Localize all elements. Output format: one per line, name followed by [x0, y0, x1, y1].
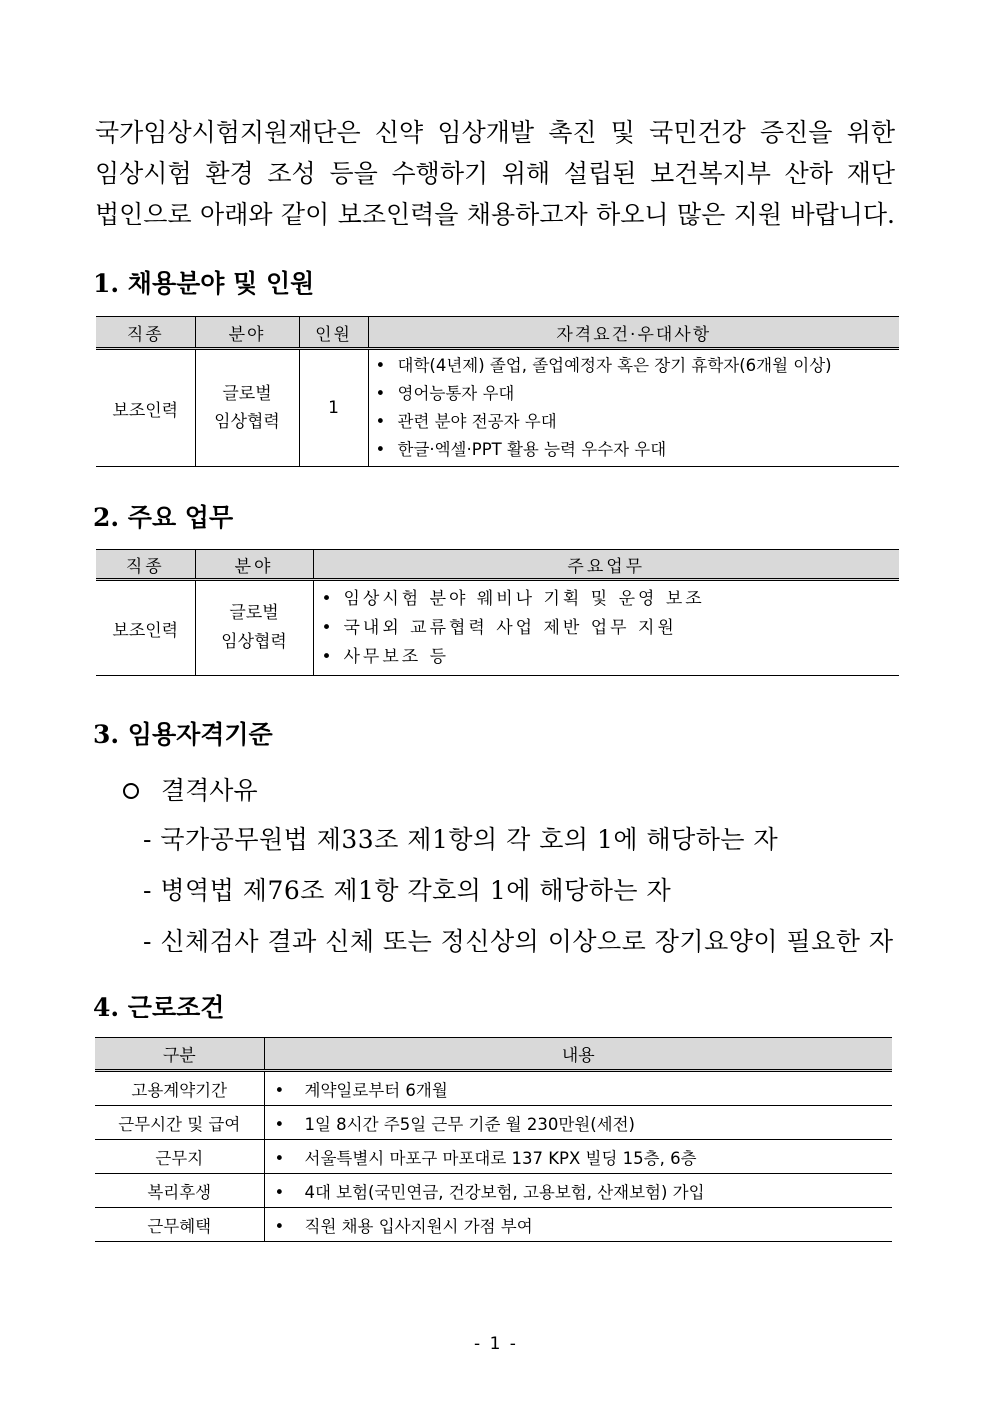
bullet-icon: • [321, 617, 335, 638]
field-cell [195, 580, 313, 676]
section4-heading: 4. 근로조건 [93, 993, 225, 1022]
bullet-icon: • [274, 1148, 285, 1168]
table-row [95, 1106, 892, 1140]
header-field: 분야 [195, 317, 299, 349]
list-item: • 한글·엑셀·PPT 활용 능력 우수자 우대 [376, 436, 900, 464]
intro-paragraph [95, 112, 895, 235]
condition-value: • 4대 보험(국민연금, 건강보험, 고용보험, 산재보험) 가입 [264, 1174, 892, 1208]
list-item: • 국내외 교류협력 사업 제반 업무 지원 [322, 614, 900, 643]
field-line: 임상협력 [221, 632, 287, 652]
condition-value: • 계약일로부터 6개월 [264, 1071, 892, 1106]
list-item: • 대학(4년제) 졸업, 졸업예정자 혹은 장기 휴학자(6개월 이상) [376, 352, 900, 380]
bullet-icon: • [375, 384, 386, 403]
table-header-row [96, 550, 899, 580]
job-cell: 보조인력 [96, 580, 195, 676]
field-cell [195, 349, 299, 467]
table-header-row [96, 317, 899, 349]
header-count: 인원 [299, 317, 368, 349]
table-row [95, 1071, 892, 1106]
recruitment-table [96, 316, 899, 467]
table-row [96, 580, 899, 676]
header-category: 구분 [95, 1038, 264, 1071]
criteria-item: - 병역법 제76조 제1항 각호의 1에 해당하는 자 [143, 876, 672, 905]
intro-line: 임상시험 환경 조성 등을 수행하기 위해 설립된 보건복지부 산하 재단 [95, 159, 895, 188]
table-row [96, 349, 899, 467]
condition-label: 고용계약기간 [95, 1071, 264, 1106]
bullet-icon: • [321, 646, 335, 667]
bullet-icon: • [321, 588, 335, 609]
table-row [95, 1140, 892, 1174]
header-job: 직종 [96, 317, 195, 349]
section2-heading: 2. 주요 업무 [93, 503, 234, 532]
list-item: • 사무보조 등 [322, 643, 900, 672]
page-number: - 1 - [474, 1334, 518, 1354]
circle-bullet-icon [123, 783, 139, 799]
list-item: • 관련 분야 전공자 우대 [376, 408, 900, 436]
header-requirements: 자격요건·우대사항 [368, 317, 899, 349]
job-cell: 보조인력 [96, 349, 195, 467]
condition-value: • 1일 8시간 주5일 근무 기준 월 230만원(세전) [264, 1106, 892, 1140]
duties-cell [313, 580, 899, 676]
conditions-table [95, 1037, 892, 1242]
bullet-icon: • [375, 412, 386, 431]
condition-value: • 직원 채용 입사지원시 가점 부여 [264, 1208, 892, 1242]
intro-line: 국가임상시험지원재단은 신약 임상개발 촉진 및 국민건강 증진을 위한 [95, 118, 895, 147]
table-row [95, 1174, 892, 1208]
bullet-icon: • [274, 1182, 285, 1202]
field-line: 임상협력 [214, 412, 280, 432]
duties-table [96, 549, 899, 676]
header-duties: 주요업무 [313, 550, 899, 580]
header-content: 내용 [264, 1038, 892, 1071]
condition-label: 근무시간 및 급여 [95, 1106, 264, 1140]
intro-line: 법인으로 아래와 같이 보조인력을 채용하고자 하오니 많은 지원 바랍니다. [95, 200, 895, 229]
criteria-item: - 국가공무원법 제33조 제1항의 각 호의 1에 해당하는 자 [143, 825, 779, 854]
criteria-item: - 신체검사 결과 신체 또는 정신상의 이상으로 장기요양이 필요한 자 [143, 927, 894, 956]
table-header-row [95, 1038, 892, 1071]
bullet-icon: • [274, 1114, 285, 1134]
header-job: 직종 [96, 550, 195, 580]
disqualification-subheading: 결격사유 [123, 771, 258, 807]
bullet-icon: • [375, 356, 386, 375]
condition-label: 근무지 [95, 1140, 264, 1174]
list-item: • 임상시험 분야 웨비나 기획 및 운영 보조 [322, 585, 900, 614]
bullet-icon: • [274, 1216, 285, 1236]
section1-heading: 1. 채용분야 및 인원 [93, 269, 315, 298]
bullet-icon: • [375, 440, 386, 459]
field-line: 글로벌 [229, 603, 279, 623]
bullet-icon: • [274, 1080, 285, 1100]
header-field: 분야 [195, 550, 313, 580]
condition-value: • 서울특별시 마포구 마포대로 137 KPX 빌딩 15층, 6층 [264, 1140, 892, 1174]
requirements-cell [368, 349, 899, 467]
condition-label: 복리후생 [95, 1174, 264, 1208]
section3-heading: 3. 임용자격기준 [93, 720, 273, 749]
condition-label: 근무혜택 [95, 1208, 264, 1242]
table-row [95, 1208, 892, 1242]
list-item: • 영어능통자 우대 [376, 380, 900, 408]
field-line: 글로벌 [222, 384, 272, 404]
count-cell: 1 [299, 349, 368, 467]
